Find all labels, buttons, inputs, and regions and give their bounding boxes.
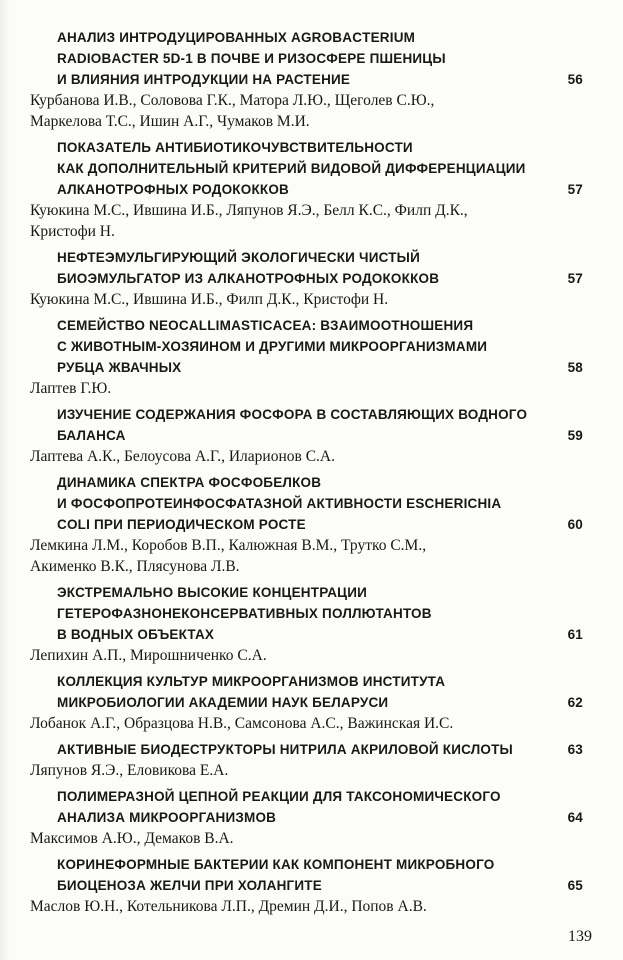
- entry-title-line: НЕФТЕЭМУЛЬГИРУЮЩИЙ ЭКОЛОГИЧЕСКИ ЧИСТЫЙ: [57, 250, 420, 265]
- entry-title-text: В ВОДНЫХ ОБЪЕКТАХ: [57, 627, 215, 642]
- entry-title: [30, 247, 583, 289]
- entry-title-line: АНАЛИЗ ИНТРОДУЦИРОВАННЫХ AGROBACTERIUM: [57, 30, 416, 45]
- entry-authors-line: Лаптева А.К., Белоусова А.Г., Иларионов С.А.: [30, 448, 335, 465]
- entry-title: [30, 671, 583, 713]
- entry-title-line: ДИНАМИКА СПЕКТРА ФОСФОБЕЛКОВ: [57, 475, 322, 490]
- footer-page-number: 139: [568, 928, 592, 945]
- entry-title-text: COLI ПРИ ПЕРИОДИЧЕСКОМ РОСТЕ: [57, 517, 306, 532]
- toc-entry: [30, 404, 583, 467]
- entry-title-line: [30, 268, 583, 289]
- entry-title-line: ЭКСТРЕМАЛЬНО ВЫСОКИЕ КОНЦЕНТРАЦИИ: [57, 585, 368, 600]
- entry-title-text: БИОЭМУЛЬГАТОР ИЗ АЛКАНОТРОФНЫХ РОДОКОККОВ: [57, 271, 440, 286]
- entry-title-text: МИКРОБИОЛОГИИ АКАДЕМИИ НАУК БЕЛАРУСИ: [57, 695, 389, 710]
- entry-title-line: С ЖИВОТНЫМ-ХОЗЯИНОМ И ДРУГИМИ МИКРООРГАНИЗМАМИ: [57, 339, 488, 354]
- entry-authors: [30, 760, 583, 781]
- toc-entry: [30, 671, 583, 734]
- entry-title-line: [30, 179, 583, 200]
- entry-title-line: ГЕТЕРОФАЗНОНЕКОНСЕРВАТИВНЫХ ПОЛЛЮТАНТОВ: [57, 606, 432, 621]
- entry-authors-line: Кристофи Н.: [30, 223, 115, 240]
- page-footer: [30, 926, 592, 947]
- entry-page-number: 58: [567, 360, 583, 375]
- entry-authors-line: Ляпунов Я.Э., Еловикова Е.А.: [30, 762, 229, 779]
- entry-title: [30, 404, 583, 446]
- entry-page-number: 59: [567, 428, 583, 443]
- entry-authors-line: Лобанок А.Г., Образцова Н.В., Самсонова А.С., Важинская И.С.: [30, 715, 454, 732]
- entry-title-line: [30, 357, 583, 378]
- entry-authors-line: Маркелова Т.С., Ишин А.Г., Чумаков М.И.: [30, 113, 310, 130]
- entry-title: [30, 472, 583, 535]
- entry-title: [30, 315, 583, 378]
- entry-page-number: 57: [567, 182, 583, 197]
- entry-page-number: 57: [567, 271, 583, 286]
- entry-title-text: АНАЛИЗА МИКРООРГАНИЗМОВ: [57, 810, 277, 825]
- entry-title-line: КОРИНЕФОРМНЫЕ БАКТЕРИИ КАК КОМПОНЕНТ МИКРОБНОГО: [57, 857, 495, 872]
- entry-title: [30, 27, 583, 90]
- entry-title-line: ИЗУЧЕНИЕ СОДЕРЖАНИЯ ФОСФОРА В СОСТАВЛЯЮЩИХ ВОДНОГО: [57, 407, 528, 422]
- entry-title-line: ПОКАЗАТЕЛЬ АНТИБИОТИКОЧУВСТВИТЕЛЬНОСТИ: [57, 140, 413, 155]
- entry-page-number: 61: [567, 627, 583, 642]
- entry-title-line: ПОЛИМЕРАЗНОЙ ЦЕПНОЙ РЕАКЦИИ ДЛЯ ТАКСОНОМИЧЕСКОГО: [57, 789, 501, 804]
- entry-authors-line: Максимов А.Ю., Демаков В.А.: [30, 830, 234, 847]
- entry-authors-line: Лемкина Л.М., Коробов В.П., Калюжная В.М., Трутко С.М.,: [30, 537, 427, 554]
- entry-title-text: АЛКАНОТРОФНЫХ РОДОКОККОВ: [57, 182, 289, 197]
- entry-title-line: [30, 69, 583, 90]
- entry-authors: [30, 713, 583, 734]
- entry-title-line: [30, 739, 583, 760]
- entry-title: [30, 582, 583, 645]
- entry-title-line: [30, 692, 583, 713]
- entry-title-text: РУБЦА ЖВАЧНЫХ: [57, 360, 182, 375]
- entry-title: [30, 137, 583, 200]
- entry-authors-line: Лепихин А.П., Мирошниченко С.А.: [30, 647, 267, 664]
- entry-authors-line: Лаптев Г.Ю.: [30, 380, 112, 397]
- entry-authors: [30, 828, 583, 849]
- toc-entry: [30, 582, 583, 666]
- entry-authors: [30, 446, 583, 467]
- entry-authors-line: Маслов Ю.Н., Котельникова Л.П., Дремин Д.И., Попов А.В.: [30, 898, 427, 915]
- toc-entry: [30, 247, 583, 310]
- entry-title: [30, 786, 583, 828]
- entry-authors: [30, 378, 583, 399]
- toc-entry: [30, 27, 583, 132]
- entry-authors-line: Куюкина М.С., Ившина И.Б., Филп Д.К., Кристофи Н.: [30, 291, 389, 308]
- entry-title-text: АКТИВНЫЕ БИОДЕСТРУКТОРЫ НИТРИЛА АКРИЛОВОЙ КИСЛОТЫ: [57, 742, 513, 757]
- entry-title-line: [30, 807, 583, 828]
- entry-title: [30, 854, 583, 896]
- entry-title-text: БАЛАНСА: [57, 428, 126, 443]
- toc-entry: [30, 315, 583, 399]
- toc-entry: [30, 739, 583, 781]
- entry-authors: [30, 90, 583, 132]
- entry-page-number: 65: [567, 878, 583, 893]
- entry-title-line: [30, 514, 583, 535]
- entry-authors: [30, 535, 583, 577]
- entry-authors: [30, 289, 583, 310]
- entry-page-number: 64: [567, 810, 583, 825]
- entry-title-text: БИОЦЕНОЗА ЖЕЛЧИ ПРИ ХОЛАНГИТЕ: [57, 878, 322, 893]
- entry-title: [30, 739, 583, 760]
- entry-title-text: И ВЛИЯНИЯ ИНТРОДУКЦИИ НА РАСТЕНИЕ: [57, 72, 351, 87]
- toc-entry: [30, 472, 583, 577]
- entry-title-line: КОЛЛЕКЦИЯ КУЛЬТУР МИКРООРГАНИЗМОВ ИНСТИТУТА: [57, 674, 446, 689]
- entry-authors: [30, 200, 583, 242]
- entry-title-line: И ФОСФОПРОТЕИНФОСФАТАЗНОЙ АКТИВНОСТИ ESCHERICHIA: [57, 496, 502, 511]
- entry-authors-line: Акименко В.К., Плясунова Л.В.: [30, 558, 240, 575]
- entry-page-number: 60: [567, 517, 583, 532]
- entry-page-number: 56: [567, 72, 583, 87]
- entry-title-line: КАК ДОПОЛНИТЕЛЬНЫЙ КРИТЕРИЙ ВИДОВОЙ ДИФФЕРЕНЦИАЦИИ: [57, 161, 526, 176]
- entry-page-number: 63: [567, 742, 583, 757]
- toc-entries: [30, 27, 583, 917]
- entry-title-line: [30, 425, 583, 446]
- entry-authors: [30, 896, 583, 917]
- entry-page-number: 62: [567, 695, 583, 710]
- entry-title-line: СЕМЕЙСТВО NEOCALLIMASTICACEA: ВЗАИМООТНОШЕНИЯ: [57, 318, 474, 333]
- entry-authors: [30, 645, 583, 666]
- entry-title-line: [30, 624, 583, 645]
- toc-entry: [30, 854, 583, 917]
- entry-title-line: [30, 875, 583, 896]
- entry-authors-line: Куюкина М.С., Ившина И.Б., Ляпунов Я.Э., Белл К.С., Филп Д.К.,: [30, 202, 468, 219]
- entry-authors-line: Курбанова И.В., Соловова Г.К., Матора Л.Ю., Щеголев С.Ю.,: [30, 92, 435, 109]
- toc-entry: [30, 137, 583, 242]
- toc-entry: [30, 786, 583, 849]
- entry-title-line: RADIOBACTER 5D-1 В ПОЧВЕ И РИЗОСФЕРЕ ПШЕНИЦЫ: [57, 51, 446, 66]
